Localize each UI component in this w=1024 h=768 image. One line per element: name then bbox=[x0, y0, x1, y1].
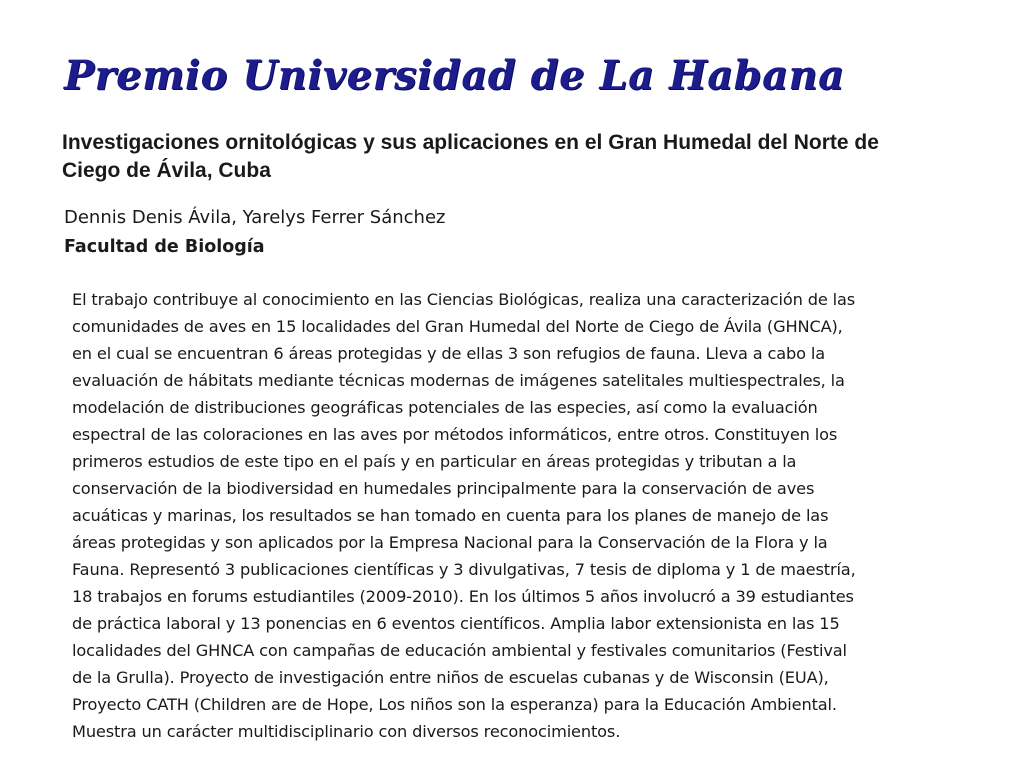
paragraph-line: de práctica laboral y 13 ponencias en 6 eventos científicos. Amplia labor extensionista en las 15 bbox=[72, 614, 840, 633]
paragraph-line: primeros estudios de este tipo en el país y en particular en áreas protegidas y tributan a la bbox=[72, 452, 797, 471]
paragraph-line: en el cual se encuentran 6 áreas protegidas y de ellas 3 son refugios de fauna. Lleva a cabo la bbox=[72, 344, 826, 363]
paragraph-line: Proyecto CATH (Children are de Hope, Los niños son la esperanza) para la Educación Ambiental. bbox=[72, 695, 837, 714]
paragraph-line: evaluación de hábitats mediante técnicas modernas de imágenes satelitales multiespectrales, la bbox=[72, 371, 845, 390]
award-title: Premio Universidad de La Habana bbox=[64, 52, 845, 99]
paragraph-line: Muestra un carácter multidisciplinario con diversos reconocimientos. bbox=[72, 722, 621, 741]
paragraph-line: modelación de distribuciones geográficas potenciales de las especies, así como la evaluación bbox=[72, 398, 818, 417]
paragraph-line: acuáticas y marinas, los resultados se han tomado en cuenta para los planes de manejo de las bbox=[72, 506, 829, 525]
paragraph-line: espectral de las coloraciones en las aves por métodos informáticos, entre otros. Constituyen los bbox=[72, 425, 838, 444]
paragraph-line: áreas protegidas y son aplicados por la Empresa Nacional para la Conservación de la Flora y la bbox=[72, 533, 828, 552]
faculty: Facultad de Biología bbox=[64, 237, 265, 257]
paragraph-line: localidades del GHNCA con campañas de educación ambiental y festivales comunitarios (Festival bbox=[72, 641, 847, 660]
paragraph-line: Fauna. Representó 3 publicaciones científicas y 3 divulgativas, 7 tesis de diploma y 1 de maestría, bbox=[72, 560, 856, 579]
paragraph-line: El trabajo contribuye al conocimiento en las Ciencias Biológicas, realiza una caracterización de las bbox=[72, 290, 856, 309]
paragraph-line: comunidades de aves en 15 localidades del Gran Humedal del Norte de Ciego de Ávila (GHNCA), bbox=[72, 317, 843, 336]
paragraph-line: conservación de la biodiversidad en humedales principalmente para la conservación de aves bbox=[72, 479, 815, 498]
paragraph-line: 18 trabajos en forums estudiantiles (2009-2010). En los últimos 5 años involucró a 39 estudiantes bbox=[72, 587, 854, 606]
paragraph-line: de la Grulla). Proyecto de investigación entre niños de escuelas cubanas y de Wisconsin (EUA), bbox=[72, 668, 829, 687]
description-paragraph bbox=[72, 286, 970, 745]
project-title: Investigaciones ornitológicas y sus aplicaciones en el Gran Humedal del Norte de Ciego de Ávila, Cuba bbox=[62, 131, 879, 182]
authors: Dennis Denis Ávila, Yarelys Ferrer Sánchez bbox=[64, 207, 446, 228]
